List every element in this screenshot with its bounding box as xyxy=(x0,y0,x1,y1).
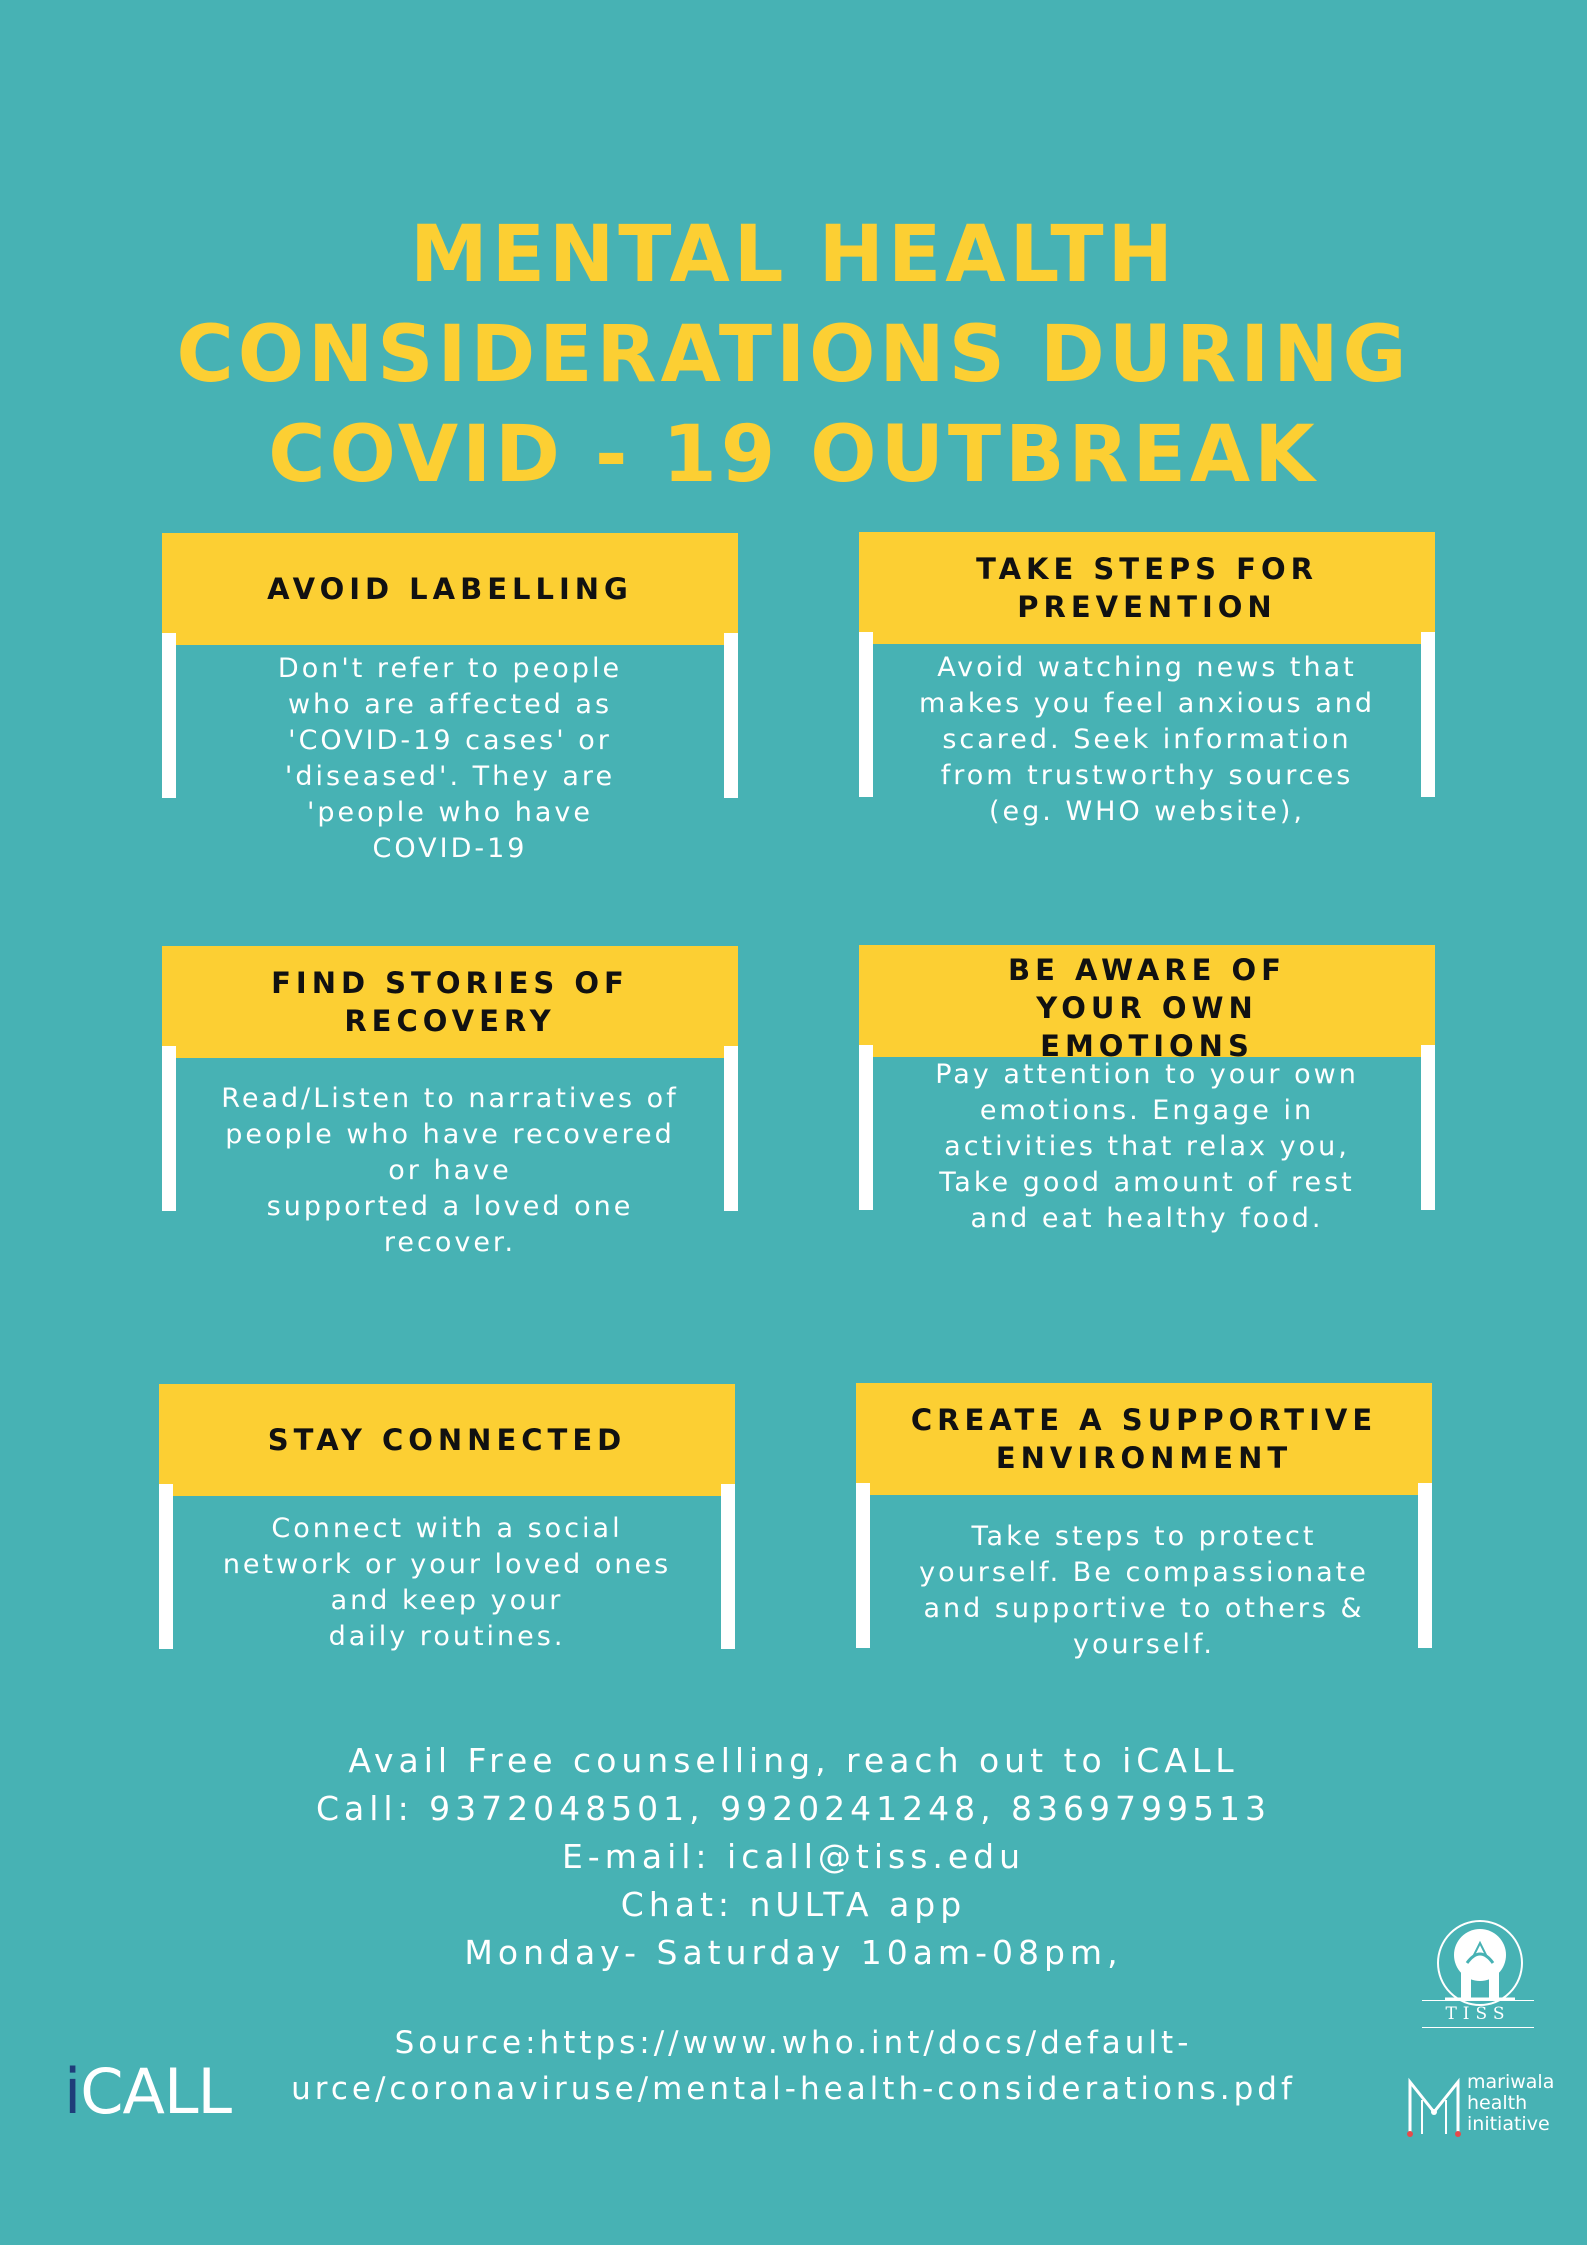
title-line-3: COVID - 19 OUTBREAK xyxy=(268,410,1319,500)
contact-chat: Chat: nULTA app xyxy=(620,1885,967,1924)
source-line-2: urce/coronaviruse/mental-health-considerations.pdf xyxy=(291,2071,1296,2107)
card-post-left xyxy=(162,1046,176,1211)
card-take-steps-for-prevention xyxy=(859,532,1435,862)
card-header-bar xyxy=(859,532,1435,644)
card-post-left xyxy=(159,1484,173,1649)
card-post-right xyxy=(721,1484,735,1649)
contact-hours: Monday- Saturday 10am-08pm, xyxy=(464,1933,1123,1972)
card-header-bar xyxy=(162,946,738,1058)
tiss-logo-text: TISS xyxy=(1422,2000,1534,2028)
card-create-supportive-environment xyxy=(856,1383,1432,1713)
title-line-1: MENTAL HEALTH xyxy=(410,210,1177,300)
card-header-bar xyxy=(159,1384,735,1496)
title-line-2: CONSIDERATIONS DURING xyxy=(176,310,1411,400)
card-heading: TAKE STEPS FOR PREVENTION xyxy=(976,552,1318,624)
card-post-right xyxy=(724,633,738,798)
card-post-right xyxy=(1418,1483,1432,1648)
card-body: Avoid watching news that makes you feel anxious and scared. Seek information from trustworthy sources (eg. WHO website), xyxy=(919,652,1375,827)
card-post-right xyxy=(1421,1045,1435,1210)
card-body: Connect with a social network or your loved ones and keep your daily routines. xyxy=(222,1513,672,1652)
card-post-right xyxy=(1421,632,1435,797)
card-post-right xyxy=(724,1046,738,1211)
contact-intro: Avail Free counselling, reach out to iCALL xyxy=(348,1741,1239,1780)
poster-title xyxy=(0,205,1587,505)
source-line-1: Source:https://www.who.int/docs/default- xyxy=(394,2025,1193,2061)
mariwala-logo-icon xyxy=(1404,2072,1464,2140)
card-be-aware-of-emotions xyxy=(859,945,1435,1275)
card-post-left xyxy=(162,633,176,798)
contact-email: E-mail: icall@tiss.edu xyxy=(561,1837,1026,1876)
card-header-bar xyxy=(859,945,1435,1063)
card-post-left xyxy=(856,1483,870,1648)
source-citation xyxy=(0,2020,1587,2112)
card-heading: FIND STORIES OF RECOVERY xyxy=(271,966,629,1038)
card-header-bar xyxy=(162,533,738,645)
card-avoid-labelling xyxy=(162,533,738,863)
contact-info xyxy=(0,1737,1587,1977)
card-header-bar xyxy=(856,1383,1432,1495)
card-post-left xyxy=(859,632,873,797)
card-stay-connected xyxy=(159,1384,735,1714)
mariwala-logo-text: mariwala health initiative xyxy=(1467,2071,1555,2135)
card-heading: CREATE A SUPPORTIVE ENVIRONMENT xyxy=(910,1403,1378,1475)
card-body: Don't refer to people who are affected as 'COVID-19 cases' or 'diseased'. They are 'people who have COVID-19 xyxy=(277,653,623,864)
card-find-stories-of-recovery xyxy=(162,946,738,1276)
icall-logo: iCALL xyxy=(64,2055,232,2128)
card-heading: BE AWARE OF YOUR OWN EMOTIONS xyxy=(1008,953,1286,1063)
card-heading: STAY CONNECTED xyxy=(267,1423,627,1457)
card-post-left xyxy=(859,1045,873,1210)
card-body: Pay attention to your own emotions. Engage in activities that relax you, Take good amount of rest and eat healthy food. xyxy=(935,1059,1359,1234)
card-body: Read/Listen to narratives of people who have recovered or have supported a loved one recover. xyxy=(221,1083,679,1258)
card-body: Take steps to protect yourself. Be compassionate and supportive to others & yourself. xyxy=(919,1521,1369,1660)
contact-phone: Call: 9372048501, 9920241248, 8369799513 xyxy=(315,1789,1272,1828)
card-heading: AVOID LABELLING xyxy=(267,572,633,606)
